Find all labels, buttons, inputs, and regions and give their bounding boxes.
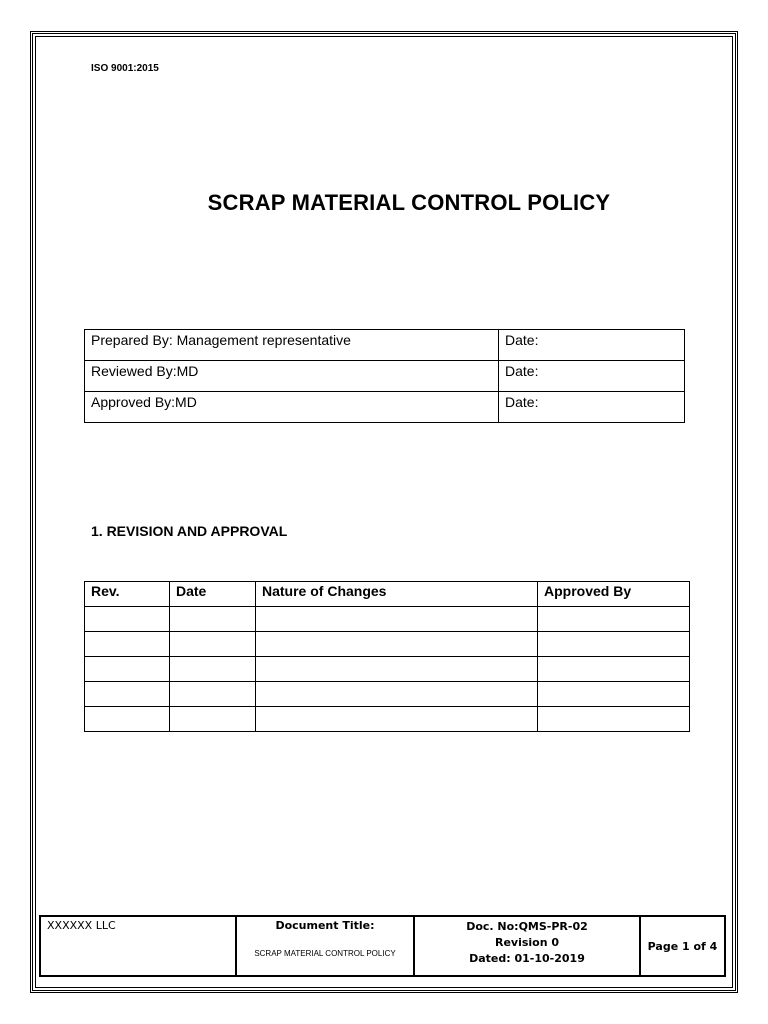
prepared-by-cell: Prepared By: Management representative xyxy=(85,330,499,361)
document-footer xyxy=(39,915,726,977)
table-cell xyxy=(85,632,170,657)
table-row xyxy=(85,392,685,423)
table-cell xyxy=(256,632,538,657)
col-header-date: Date xyxy=(170,582,256,607)
table-row xyxy=(85,330,685,361)
table-cell xyxy=(538,607,690,632)
table-cell xyxy=(170,607,256,632)
footer-doc-number: Doc. No:QMS-PR-02 xyxy=(466,920,588,933)
footer-page-number: Page 1 of 4 xyxy=(640,916,725,976)
approved-by-cell: Approved By:MD xyxy=(85,392,499,423)
footer-dated: Dated: 01-10-2019 xyxy=(469,952,585,965)
section-heading-revision: 1. REVISION AND APPROVAL xyxy=(91,523,288,539)
footer-document-title xyxy=(236,916,414,976)
iso-standard-label: ISO 9001:2015 xyxy=(91,63,159,74)
approval-signoff-table xyxy=(84,329,685,423)
table-row xyxy=(85,607,690,632)
table-cell xyxy=(170,657,256,682)
col-header-approved-by: Approved By xyxy=(538,582,690,607)
table-row xyxy=(85,657,690,682)
table-cell xyxy=(85,707,170,732)
table-cell xyxy=(256,657,538,682)
table-row xyxy=(85,632,690,657)
table-cell xyxy=(85,682,170,707)
table-row xyxy=(85,361,685,392)
document-title: SCRAP MATERIAL CONTROL POLICY xyxy=(207,190,611,215)
footer-title-value: SCRAP MATERIAL CONTROL POLICY xyxy=(254,949,396,958)
table-cell xyxy=(170,682,256,707)
table-row xyxy=(85,682,690,707)
footer-revision: Revision 0 xyxy=(494,936,560,949)
footer-doc-info xyxy=(414,916,640,976)
approved-date-cell: Date: xyxy=(499,392,685,423)
footer-row xyxy=(40,916,725,976)
reviewed-by-cell: Reviewed By:MD xyxy=(85,361,499,392)
page-border xyxy=(30,31,738,993)
reviewed-date-cell: Date: xyxy=(499,361,685,392)
table-cell xyxy=(538,657,690,682)
col-header-rev: Rev. xyxy=(85,582,170,607)
table-cell xyxy=(170,632,256,657)
table-cell xyxy=(538,682,690,707)
table-cell xyxy=(85,607,170,632)
col-header-nature: Nature of Changes xyxy=(256,582,538,607)
footer-company: XXXXXX LLC xyxy=(40,916,236,976)
table-cell xyxy=(256,707,538,732)
table-cell xyxy=(538,707,690,732)
table-cell xyxy=(256,682,538,707)
table-cell xyxy=(170,707,256,732)
table-cell xyxy=(538,632,690,657)
table-header-row xyxy=(85,582,690,607)
table-cell xyxy=(85,657,170,682)
table-cell xyxy=(256,607,538,632)
footer-title-label: Document Title: xyxy=(275,919,375,932)
revision-table xyxy=(84,581,690,732)
prepared-date-cell: Date: xyxy=(499,330,685,361)
table-row xyxy=(85,707,690,732)
